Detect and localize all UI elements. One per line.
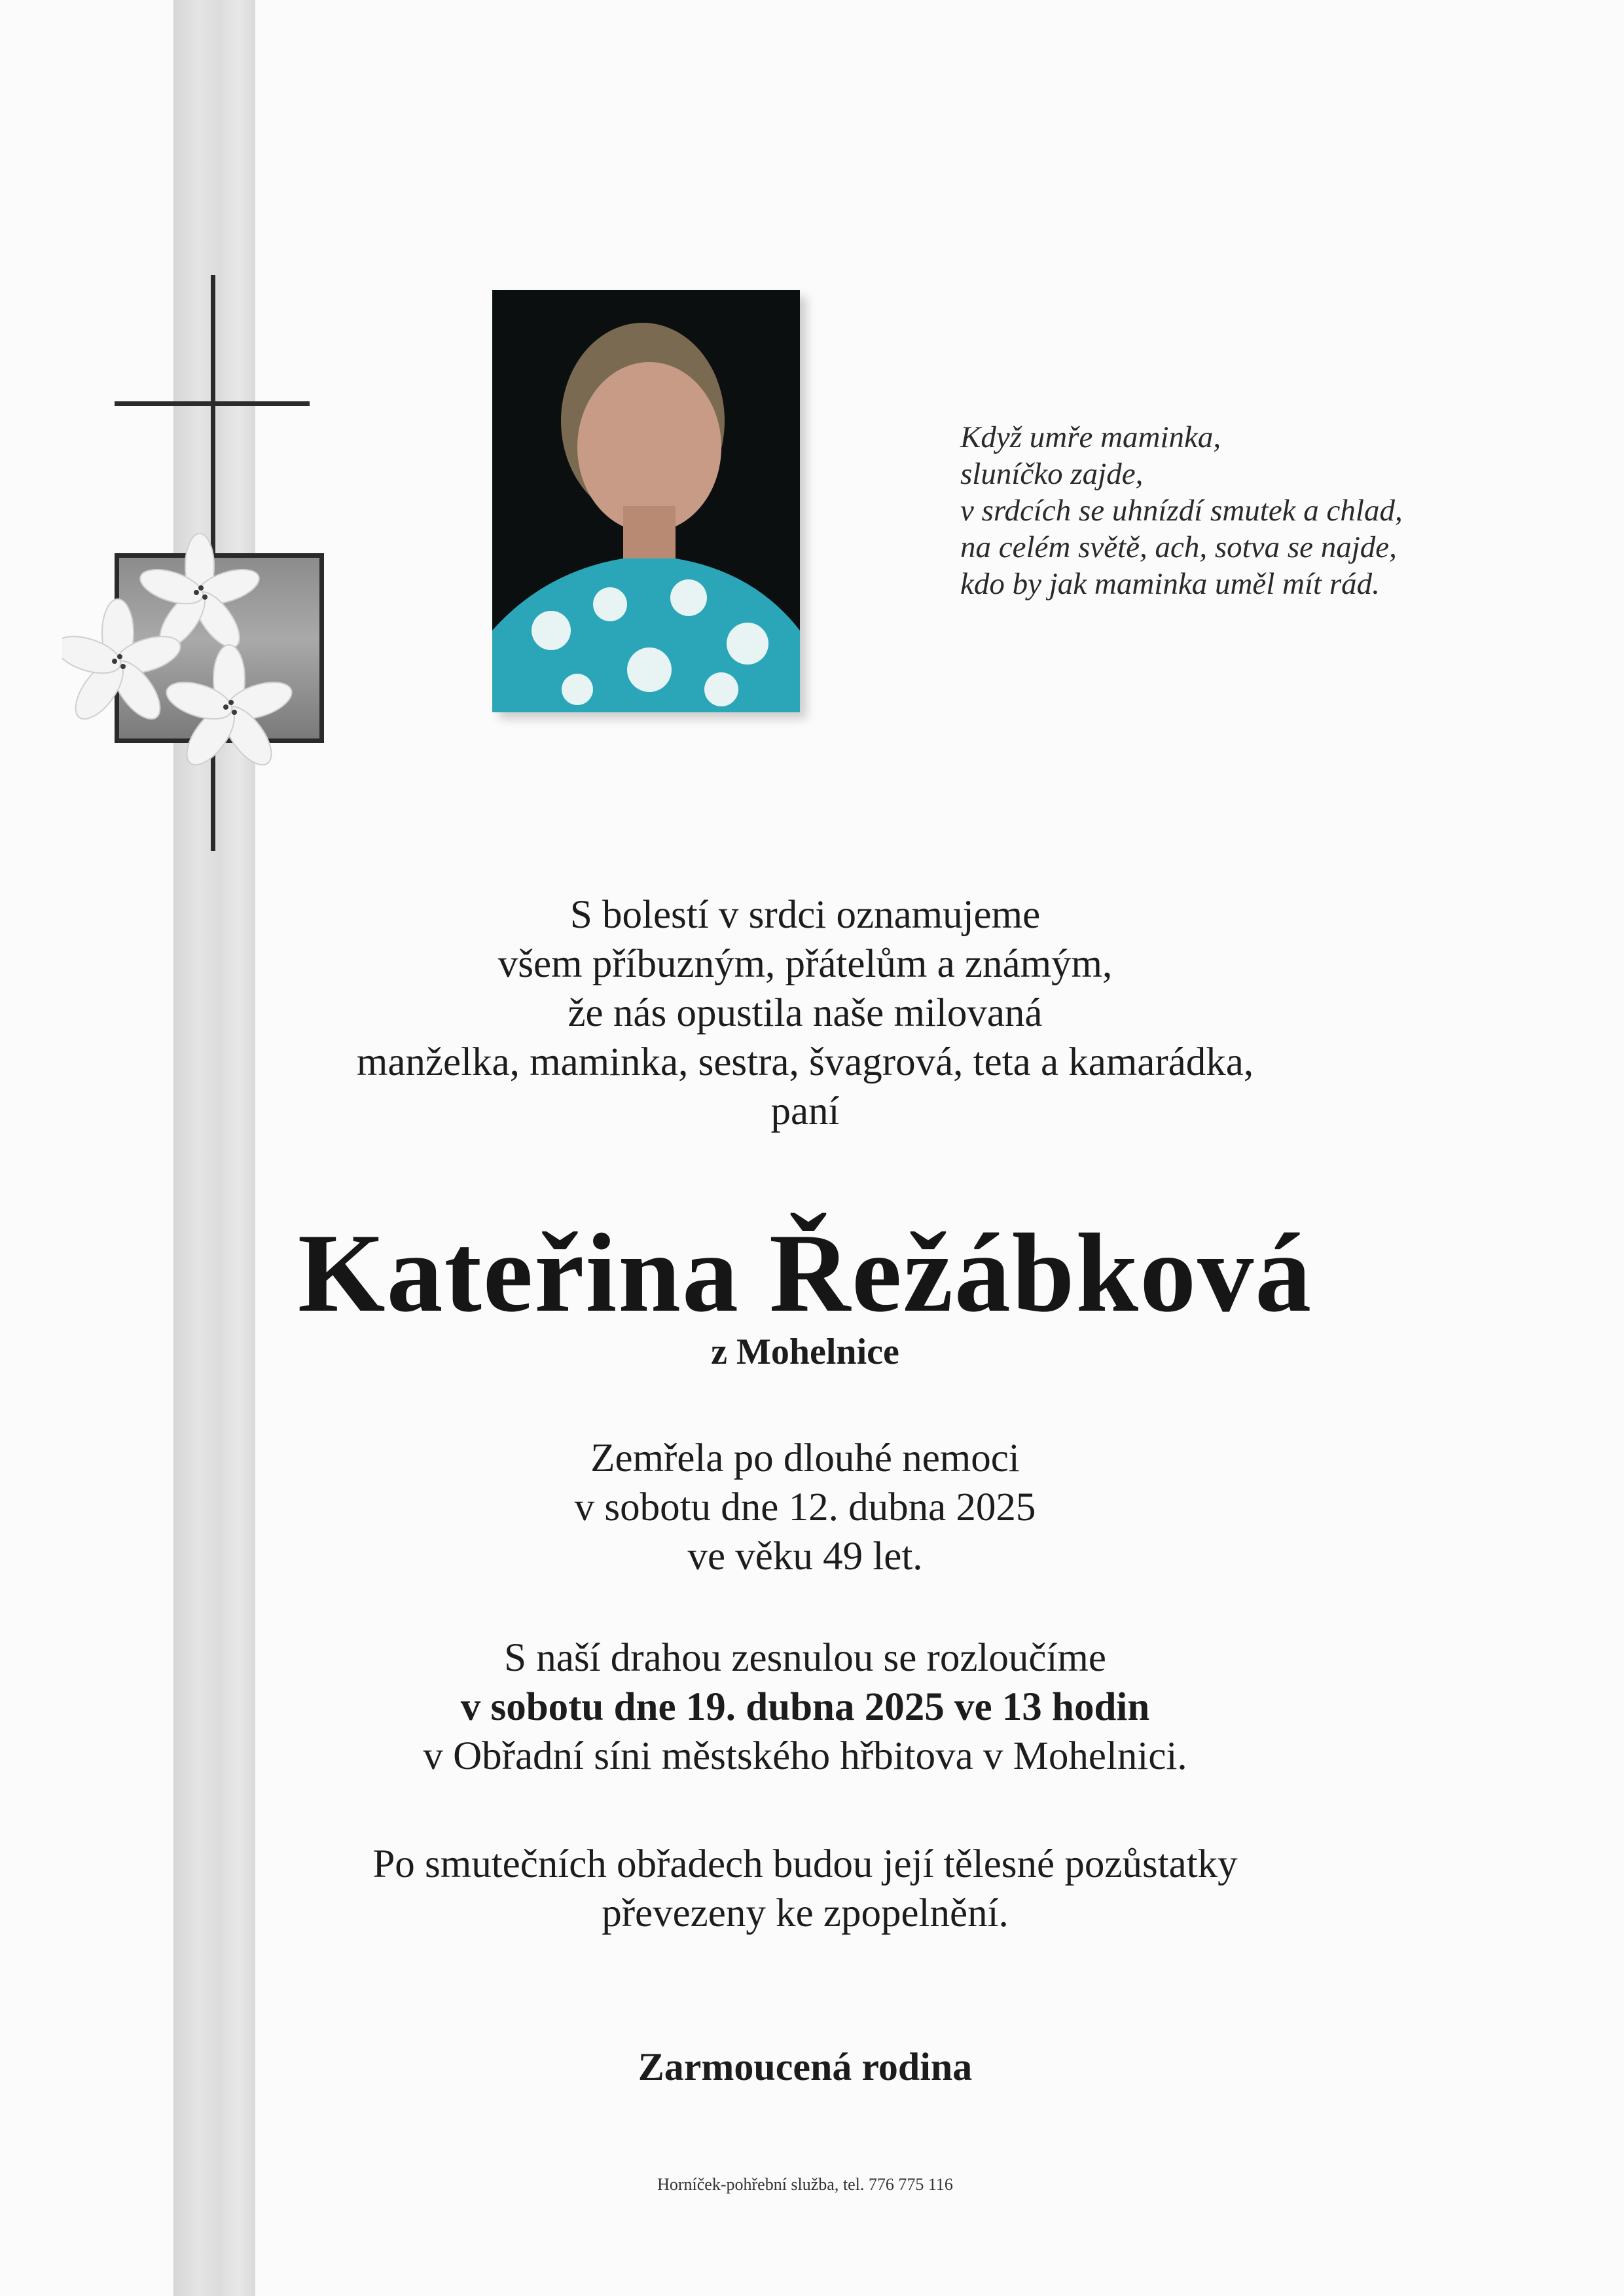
poem-line: sluníčko zajde, — [960, 457, 1144, 491]
cremation-line: převezeny ke zpopelnění. — [602, 1891, 1009, 1935]
farewell-details — [196, 1633, 1414, 1781]
poem-line: v srdcích se uhnízdí smutek a chlad, — [960, 494, 1403, 528]
lily-flowers-icon — [62, 524, 324, 786]
portrait-photo — [492, 290, 800, 712]
farewell-place: v Obřadní síni městského hřbitova v Mohelnici. — [423, 1734, 1187, 1778]
deceased-name: Kateřina Řežábková — [297, 1211, 1313, 1336]
announcement — [196, 890, 1414, 1136]
death-line: Zemřela po dlouhé nemoci — [590, 1436, 1020, 1480]
cremation-note — [196, 1840, 1414, 1938]
signature: Zarmoucená rodina — [638, 2045, 973, 2088]
deceased-origin: z Mohelnice — [711, 1332, 899, 1372]
announcement-line: všem příbuzným, přátelům a známým, — [497, 942, 1113, 986]
announcement-line: manželka, maminka, sestra, švagrová, teta a kamarádka, — [356, 1040, 1254, 1084]
poem — [960, 419, 1549, 602]
cremation-line: Po smutečních obřadech budou její tělesné pozůstatky — [372, 1842, 1238, 1886]
announcement-line: S bolestí v srdci oznamujeme — [569, 893, 1041, 937]
death-line: v sobotu dne 12. dubna 2025 — [574, 1485, 1036, 1529]
death-line: ve věku 49 let. — [687, 1535, 923, 1578]
death-details — [196, 1434, 1414, 1581]
poem-line: Když umře maminka, — [960, 420, 1221, 454]
farewell-datetime: v sobotu dne 19. dubna 2025 ve 13 hodin — [460, 1685, 1150, 1729]
poem-line: na celém světě, ach, sotva se najde, — [960, 530, 1397, 564]
funeral-service-footer: Horníček-pohřební služba, tel. 776 775 116 — [657, 2175, 953, 2194]
announcement-line: že nás opustila naše milovaná — [568, 991, 1043, 1035]
announcement-line: paní — [770, 1089, 840, 1133]
poem-line: kdo by jak maminka uměl mít rád. — [960, 567, 1380, 601]
farewell-intro: S naší drahou zesnulou se rozloučíme — [504, 1636, 1106, 1680]
